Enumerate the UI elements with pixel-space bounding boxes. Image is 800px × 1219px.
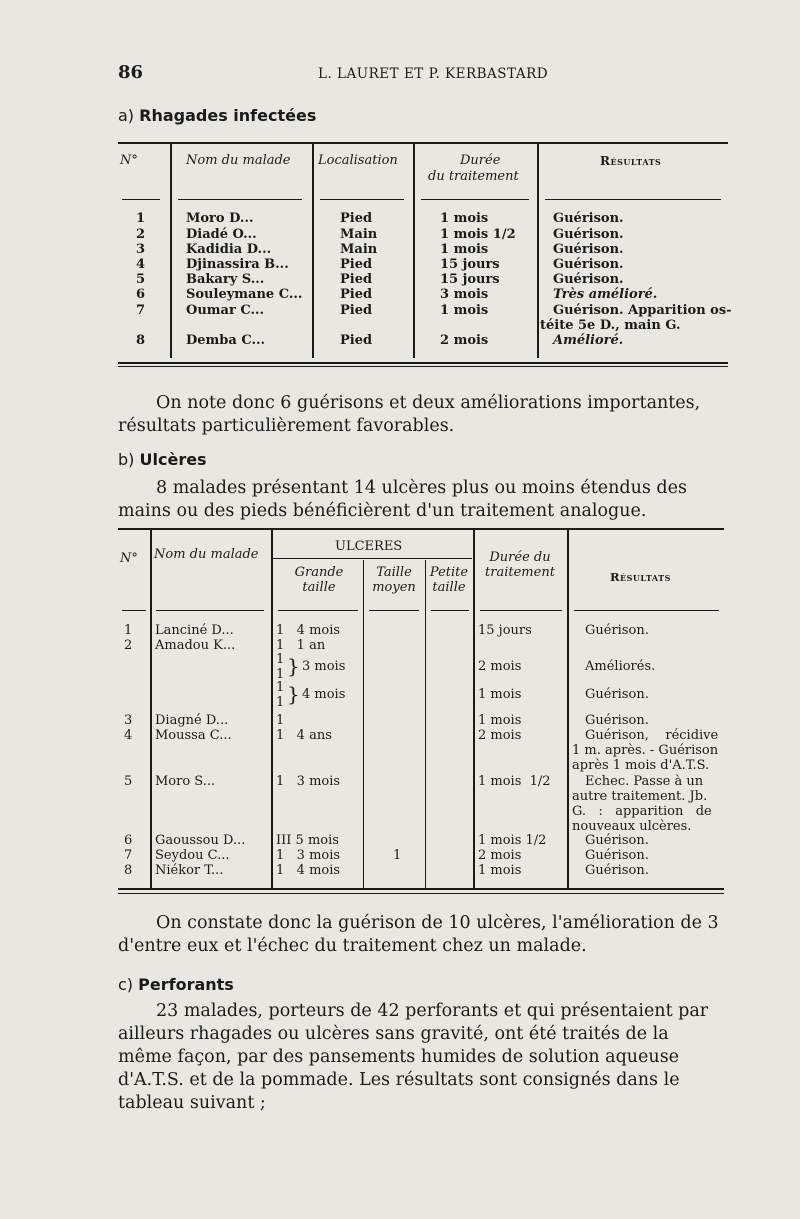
row-duree: 2 mois — [478, 728, 522, 743]
row-localisation: Pied — [340, 211, 373, 226]
row-resultat: autre traitement. Jb. — [572, 789, 708, 804]
brace-icon: } — [287, 682, 300, 706]
row-duree: 1 mois — [440, 242, 489, 257]
row-duree: 1 mois — [478, 713, 522, 728]
row-num: 8 — [124, 863, 133, 878]
col-resultats: Résultats — [610, 570, 671, 584]
section-b-heading: b) Ulcères — [118, 450, 207, 469]
row-resultat: après 1 mois d'A.T.S. — [572, 758, 710, 773]
row-grande-taille: 1 1 an — [276, 638, 326, 653]
page-header — [118, 62, 728, 86]
row-resultat: Guérison. — [553, 257, 624, 272]
row-grande-taille: 1 4 mois — [276, 863, 341, 878]
row-duree: 3 mois — [440, 287, 489, 302]
col-num: N° — [120, 153, 138, 168]
row-grande-taille: 1 4 ans — [276, 728, 332, 743]
row-name: Gaoussou D... — [155, 833, 246, 848]
row-duree: 15 jours — [440, 272, 500, 287]
row-resultat: Guérison. — [553, 211, 624, 226]
row-name: Bakary S... — [186, 272, 265, 287]
row-resultat: téite 5e D., main G. — [540, 318, 681, 333]
row-num: 2 — [136, 227, 146, 242]
row-resultat: Echec. Passe à un — [585, 774, 704, 789]
col-duree: Durée du traitement — [485, 550, 555, 580]
row-resultat: Guérison. — [585, 863, 649, 878]
col-duree-2: du traitement — [428, 169, 519, 184]
row-name: Niékor T... — [155, 863, 224, 878]
row-duree: 1 mois — [440, 303, 489, 318]
row-localisation: Pied — [340, 272, 373, 287]
row-grande-taille: 1 3 mois — [276, 848, 341, 863]
row-resultat: Guérison. — [553, 227, 624, 242]
stack-bottom: 1 — [276, 695, 285, 710]
brace-icon: } — [287, 654, 300, 678]
row-num: 4 — [136, 257, 146, 272]
row-num: 3 — [136, 242, 146, 257]
row-grande-taille: 1 3 mois — [276, 774, 341, 789]
row-name: Oumar C... — [186, 303, 265, 318]
col-grande-taille: Grande taille — [294, 565, 344, 595]
row-localisation: Main — [340, 242, 378, 257]
row-num: 2 — [124, 638, 133, 653]
row-localisation: Main — [340, 227, 378, 242]
row-duree: 15 jours — [440, 257, 500, 272]
row-resultat: Guérison, récidive — [585, 728, 719, 743]
row-num: 5 — [136, 272, 146, 287]
row-grande-taille: III 5 mois — [276, 833, 339, 848]
row-name: Moussa C... — [155, 728, 232, 743]
row-name: Diadé O... — [186, 227, 257, 242]
row-num: 1 — [136, 211, 146, 226]
row-name: Amadou K... — [155, 638, 236, 653]
row-name: Djinassira B... — [186, 257, 289, 272]
section-c-heading: c) Perforants — [118, 975, 234, 994]
row-name: Diagné D... — [155, 713, 229, 728]
running-title: L. LAURET ET P. KERBASTARD — [318, 66, 549, 82]
row-name: Kadidia D... — [186, 242, 272, 257]
row-duree: 1 mois — [478, 863, 522, 878]
section-b-title: Ulcères — [139, 450, 207, 469]
row-num: 6 — [136, 287, 146, 302]
row-name: Moro D... — [186, 211, 254, 226]
row-name: Moro S... — [155, 774, 216, 789]
row-localisation: Pied — [340, 303, 373, 318]
row-duree: 1 mois 1/2 — [478, 774, 551, 789]
row-num: 7 — [136, 303, 146, 318]
row-num: 8 — [136, 333, 146, 348]
row-resultat: Guérison. — [585, 687, 649, 702]
col-duree-1: Durée — [460, 153, 501, 168]
row-resultat: Guérison. — [585, 623, 649, 638]
page-number: 86 — [118, 62, 144, 83]
col-resultats: Résultats — [600, 154, 662, 168]
stack-top: 1 — [276, 652, 285, 667]
row-localisation: Pied — [340, 333, 373, 348]
row-duree: 1 mois — [478, 687, 522, 702]
row-name: Demba C... — [186, 333, 266, 348]
row-num: 4 — [124, 728, 133, 743]
row-taille-moyen: 1 — [393, 848, 402, 863]
stack-bottom: 1 — [276, 667, 285, 682]
row-grande-taille: 1 — [276, 713, 285, 728]
stack-top: 1 — [276, 680, 285, 695]
row-duree: 2 mois — [440, 333, 489, 348]
row-duree: 2 mois — [478, 848, 522, 863]
section-c-title: Perforants — [138, 975, 234, 994]
row-num: 1 — [124, 623, 133, 638]
col-petite-taille: Petite taille — [429, 565, 469, 595]
row-duree: 2 mois — [478, 659, 522, 674]
row-resultat: Guérison. — [553, 242, 624, 257]
row-duree: 1 mois 1/2 — [440, 227, 516, 242]
row-num: 7 — [124, 848, 133, 863]
col-name: Nom du malade — [154, 547, 259, 562]
row-duree: 1 mois — [440, 211, 489, 226]
stack-value: 3 mois — [302, 659, 346, 674]
row-num: 3 — [124, 713, 133, 728]
paragraph-ulceres-intro: 8 malades présentant 14 ulcères plus ou moins étendus des mains ou des pieds bénéficièrent d'un traitement analogue. — [118, 478, 687, 521]
row-resultat: G. : apparition de — [572, 804, 712, 819]
row-resultat: Améliorés. — [585, 659, 656, 674]
row-resultat: Guérison. Apparition os- — [553, 303, 732, 318]
col-ulceres: ULCERES — [335, 539, 403, 554]
row-duree: 15 jours — [478, 623, 532, 638]
col-localisation: Localisation — [318, 153, 398, 168]
row-resultat: nouveaux ulcères. — [572, 819, 692, 834]
row-num: 6 — [124, 833, 133, 848]
stack-value: 4 mois — [302, 687, 346, 702]
row-resultat: Guérison. — [585, 713, 649, 728]
row-resultat: Amélioré. — [553, 333, 624, 348]
row-duree: 1 mois 1/2 — [478, 833, 547, 848]
row-resultat: 1 m. après. - Guérison — [572, 743, 719, 758]
row-localisation: Pied — [340, 257, 373, 272]
row-name: Souleymane C... — [186, 287, 303, 302]
col-name: Nom du malade — [186, 153, 291, 168]
row-resultat: Très amélioré. — [553, 287, 658, 302]
row-resultat: Guérison. — [585, 833, 649, 848]
row-num: 5 — [124, 774, 133, 789]
row-name: Lanciné D... — [155, 623, 234, 638]
paragraph-perforants-intro: 23 malades, porteurs de 42 perforants et qui présentaient par ailleurs rhagades ou ulcères sans gravité, ont été traités de la même façon, par des pansements humides de solution aqueuse d'A.T.S. et de la pommade. Les résultats sont consignés dans le tableau suivant ; — [118, 1001, 709, 1113]
row-grande-taille: 1 4 mois — [276, 623, 341, 638]
col-num: N° — [120, 551, 138, 566]
paragraph-conclusion-a: On note donc 6 guérisons et deux améliorations importantes, résultats particulièrement favorables. — [118, 393, 701, 436]
row-resultat: Guérison. — [585, 848, 649, 863]
row-name: Seydou C... — [155, 848, 230, 863]
section-a-title: Rhagades infectées — [139, 106, 317, 125]
paragraph-conclusion-b: On constate donc la guérison de 10 ulcères, l'amélioration de 3 d'entre eux et l'échec du traitement chez un malade. — [118, 913, 719, 956]
section-a-heading: a) Rhagades infectées — [118, 106, 317, 125]
row-resultat: Guérison. — [553, 272, 624, 287]
row-localisation: Pied — [340, 287, 373, 302]
col-taille-moyen: Taille moyen — [372, 565, 416, 595]
